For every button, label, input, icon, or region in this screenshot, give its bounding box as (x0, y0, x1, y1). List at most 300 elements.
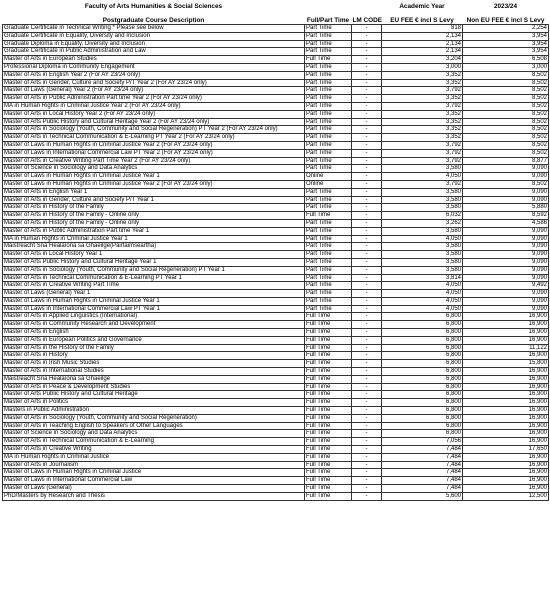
eu-fee: 3,580 (382, 266, 463, 274)
table-row (3, 243, 549, 251)
eu-fee: 3,352 (382, 71, 463, 79)
lm-code: - (352, 492, 382, 500)
table-row (3, 219, 549, 227)
attendance-mode: Full Time (305, 407, 352, 415)
course-description: Master of Arts in English (3, 329, 305, 337)
course-description: Master of Arts in Teaching English to Speakers of Other Languages (3, 422, 305, 430)
lm-code: - (352, 422, 382, 430)
non-eu-fee: 16,900 (463, 399, 549, 407)
lm-code: - (352, 485, 382, 493)
table-row (3, 274, 549, 282)
attendance-mode: Part Time (305, 95, 352, 103)
attendance-mode: Full Time (305, 438, 352, 446)
non-eu-fee: 8,502 (463, 79, 549, 87)
eu-fee: 3,792 (382, 87, 463, 95)
attendance-mode: Full Time (305, 477, 352, 485)
attendance-mode: Part Time (305, 196, 352, 204)
course-description: Master of Arts in Sociology (Youth, Community and Social Regeneration) (3, 414, 305, 422)
attendance-mode: Part Time (305, 227, 352, 235)
lm-code: - (352, 352, 382, 360)
eu-fee: 4,050 (382, 305, 463, 313)
non-eu-fee: 16,900 (463, 485, 549, 493)
course-description: Master of Arts in Technical Communication & E-Learning PT Year 1 (3, 274, 305, 282)
course-description: Master of Laws in International Commercial Law PT Year 1 (3, 305, 305, 313)
lm-code: - (352, 63, 382, 71)
course-description: Master of Arts Public History and Cultural Heritage Year 2 (For AY 23/24 only) (3, 118, 305, 126)
table-row (3, 204, 549, 212)
attendance-mode: Part Time (305, 251, 352, 259)
table-row (3, 227, 549, 235)
eu-fee: 3,814 (382, 274, 463, 282)
table-row (3, 344, 549, 352)
lm-code: - (352, 56, 382, 64)
lm-code: - (352, 40, 382, 48)
non-eu-fee: 8,502 (463, 87, 549, 95)
lm-code: - (352, 360, 382, 368)
attendance-mode: Part Time (305, 118, 352, 126)
table-row (3, 469, 549, 477)
attendance-mode: Full Time (305, 391, 352, 399)
course-description: Master of Arts in Community Research and Development (3, 321, 305, 329)
lm-code: - (352, 243, 382, 251)
eu-fee: 7,484 (382, 453, 463, 461)
eu-fee: 3,352 (382, 118, 463, 126)
table-row (3, 118, 549, 126)
non-eu-fee: 16,900 (463, 430, 549, 438)
course-description: Professional Diploma in Community Engagement (3, 63, 305, 71)
table-row (3, 71, 549, 79)
lm-code: - (352, 399, 382, 407)
attendance-mode: Part Time (305, 126, 352, 134)
col-header-eu-fee: EU FEE € incl S Levy (390, 16, 454, 24)
table-row (3, 110, 549, 118)
course-description: Master of Laws in Human Rights in Criminal Justice Year 2 (For AY 23/24 only) (3, 180, 305, 188)
table-row (3, 126, 549, 134)
eu-fee: 7,484 (382, 469, 463, 477)
lm-code: - (352, 110, 382, 118)
course-description: Máistreacht Sna Healaíona sa Ghaeilge (3, 375, 305, 383)
lm-code: - (352, 141, 382, 149)
course-description: Master of Arts in Local History Year 1 (3, 251, 305, 259)
attendance-mode: Full Time (305, 461, 352, 469)
course-description: Master of Laws in International Commercial Law (3, 477, 305, 485)
fee-sheet (2, 0, 548, 501)
eu-fee: 3,352 (382, 126, 463, 134)
eu-fee: 6,800 (382, 430, 463, 438)
table-row (3, 157, 549, 165)
table-row (3, 258, 549, 266)
non-eu-fee: 16,900 (463, 407, 549, 415)
lm-code: - (352, 329, 382, 337)
non-eu-fee: 9,090 (463, 258, 549, 266)
eu-fee: 6,800 (382, 344, 463, 352)
attendance-mode: Part Time (305, 188, 352, 196)
attendance-mode: Part Time (305, 204, 352, 212)
header-row-title (3, 2, 549, 12)
course-description: Master of Arts in English Year 1 (3, 188, 305, 196)
attendance-mode: Full Time (305, 399, 352, 407)
attendance-mode: Full Time (305, 485, 352, 493)
table-row (3, 188, 549, 196)
non-eu-fee: 8,502 (463, 71, 549, 79)
eu-fee: 6,800 (382, 414, 463, 422)
lm-code: - (352, 149, 382, 157)
course-description: Master of Arts in Public Administration Part time Year 2 (For AY 23/24 only) (3, 95, 305, 103)
lm-code: - (352, 258, 382, 266)
attendance-mode: Part Time (305, 305, 352, 313)
course-description: Master of Arts in International Studies (3, 368, 305, 376)
non-eu-fee: 3,000 (463, 63, 549, 71)
eu-fee: 2,134 (382, 48, 463, 56)
table-row (3, 25, 549, 33)
attendance-mode: Full Time (305, 430, 352, 438)
attendance-mode: Part Time (305, 243, 352, 251)
non-eu-fee: 8,877 (463, 157, 549, 165)
non-eu-fee: 4,586 (463, 219, 549, 227)
eu-fee: 6,800 (382, 313, 463, 321)
table-row (3, 352, 549, 360)
eu-fee: 6,800 (382, 422, 463, 430)
course-description: Master of Arts in the History of the Family (3, 344, 305, 352)
eu-fee: 4,050 (382, 173, 463, 181)
table-row (3, 251, 549, 259)
lm-code: - (352, 180, 382, 188)
eu-fee: 3,580 (382, 251, 463, 259)
course-description: Master of Arts in Creative Writing Part Time (3, 282, 305, 290)
non-eu-fee: 3,954 (463, 48, 549, 56)
non-eu-fee: 6,508 (463, 56, 549, 64)
eu-fee: 3,580 (382, 204, 463, 212)
non-eu-fee: 2,254 (463, 25, 549, 33)
lm-code: - (352, 165, 382, 173)
faculty-title: Faculty of Arts Humanities & Social Sciences (84, 3, 223, 10)
non-eu-fee: 16,900 (463, 477, 549, 485)
attendance-mode: Part Time (305, 40, 352, 48)
attendance-mode: Part Time (305, 258, 352, 266)
lm-code: - (352, 95, 382, 103)
course-description: Master of Arts Public History and Cultural Heritage (3, 391, 305, 399)
non-eu-fee: 9,090 (463, 235, 549, 243)
course-description: Master of Arts in English Year 2 (For AY 23/24 only) (3, 71, 305, 79)
course-description: Master of Science in Sociology and Data Analytics (3, 165, 305, 173)
table-row (3, 48, 549, 56)
non-eu-fee: 9,090 (463, 274, 549, 282)
table-row (3, 40, 549, 48)
eu-fee: 2,134 (382, 40, 463, 48)
eu-fee: 6,800 (382, 375, 463, 383)
eu-fee: 3,792 (382, 102, 463, 110)
non-eu-fee: 17,650 (463, 446, 549, 454)
attendance-mode: Part Time (305, 134, 352, 142)
table-row (3, 477, 549, 485)
course-description: Master of Arts in History of the Family - Online only (3, 219, 305, 227)
lm-code: - (352, 383, 382, 391)
non-eu-fee: 12,500 (463, 492, 549, 500)
eu-fee: 3,792 (382, 149, 463, 157)
table-row (3, 422, 549, 430)
lm-code: - (352, 235, 382, 243)
eu-fee: 6,800 (382, 321, 463, 329)
attendance-mode: Part Time (305, 87, 352, 95)
non-eu-fee: 9,090 (463, 290, 549, 298)
lm-code: - (352, 71, 382, 79)
table-row (3, 485, 549, 493)
non-eu-fee: 8,502 (463, 134, 549, 142)
non-eu-fee: 9,090 (463, 251, 549, 259)
non-eu-fee: 15,800 (463, 360, 549, 368)
lm-code: - (352, 196, 382, 204)
lm-code: - (352, 134, 382, 142)
eu-fee: 7,484 (382, 485, 463, 493)
table-row (3, 235, 549, 243)
academic-year-label: Academic Year (399, 3, 445, 10)
course-description: Master of Arts in History of the Family - Online only (3, 212, 305, 220)
table-row (3, 95, 549, 103)
non-eu-fee: 3,954 (463, 40, 549, 48)
course-description: Master of Arts in Applied Linguistics (International) (3, 313, 305, 321)
lm-code: - (352, 313, 382, 321)
attendance-mode: Full Time (305, 352, 352, 360)
col-header-description: Postgraduate Course Description (102, 16, 205, 24)
course-description: Master of Laws (General) Year 1 (3, 290, 305, 298)
lm-code: - (352, 173, 382, 181)
lm-code: - (352, 48, 382, 56)
table-row (3, 141, 549, 149)
eu-fee: 3,792 (382, 180, 463, 188)
lm-code: - (352, 79, 382, 87)
lm-code: - (352, 251, 382, 259)
course-description: Master of Arts in European Politics and Governance (3, 336, 305, 344)
course-description: Master of Laws in Human Rights in Criminal Justice (3, 469, 305, 477)
attendance-mode: Online (305, 173, 352, 181)
table-row (3, 383, 549, 391)
eu-fee: 7,484 (382, 461, 463, 469)
non-eu-fee: 16,900 (463, 438, 549, 446)
eu-fee: 5,600 (382, 492, 463, 500)
lm-code: - (352, 344, 382, 352)
attendance-mode: Part Time (305, 266, 352, 274)
table-row (3, 375, 549, 383)
table-row (3, 102, 549, 110)
eu-fee: 3,792 (382, 141, 463, 149)
attendance-mode: Part Time (305, 149, 352, 157)
attendance-mode: Full Time (305, 360, 352, 368)
course-description: Masters in Public Administration (3, 407, 305, 415)
lm-code: - (352, 477, 382, 485)
non-eu-fee: 8,502 (463, 180, 549, 188)
eu-fee: 4,050 (382, 290, 463, 298)
non-eu-fee: 8,592 (463, 212, 549, 220)
course-description: PhD/Masters by Research and Thesis (3, 492, 305, 500)
eu-fee: 4,050 (382, 297, 463, 305)
course-description: Master of Arts in Technical Communication & E-Learning (3, 438, 305, 446)
non-eu-fee: 16,900 (463, 461, 549, 469)
attendance-mode: Full Time (305, 344, 352, 352)
table-row (3, 297, 549, 305)
table-row (3, 453, 549, 461)
table-row (3, 313, 549, 321)
lm-code: - (352, 305, 382, 313)
course-description: Master of Arts in Irish Music Studies (3, 360, 305, 368)
course-description: Máistreacht Sna Healaíona sa Ghaeilge(Páirtaimseartha) (3, 243, 305, 251)
fee-table (2, 2, 549, 501)
non-eu-fee: 16,900 (463, 422, 549, 430)
table-row (3, 368, 549, 376)
lm-code: - (352, 430, 382, 438)
non-eu-fee: 9,090 (463, 227, 549, 235)
table-row (3, 196, 549, 204)
course-description: Graduate Certificate in Public Administration and Law (3, 48, 305, 56)
non-eu-fee: 16,900 (463, 375, 549, 383)
attendance-mode: Full Time (305, 321, 352, 329)
table-row (3, 32, 549, 40)
eu-fee: 6,800 (382, 352, 463, 360)
table-row (3, 321, 549, 329)
course-description: Master of Laws in Human Rights in Criminal Justice Year 1 (3, 173, 305, 181)
eu-fee: 7,056 (382, 438, 463, 446)
lm-code: - (352, 469, 382, 477)
table-row (3, 79, 549, 87)
course-description: Master of Laws in Human Rights in Criminal Justice Year 1 (3, 297, 305, 305)
course-description: Graduate Diploma in Equality, Diversity and Inclusion (3, 40, 305, 48)
non-eu-fee: 9,090 (463, 188, 549, 196)
eu-fee: 6,800 (382, 368, 463, 376)
non-eu-fee: 3,954 (463, 32, 549, 40)
table-row (3, 290, 549, 298)
attendance-mode: Part Time (305, 102, 352, 110)
attendance-mode: Online (305, 180, 352, 188)
non-eu-fee: 9,090 (463, 196, 549, 204)
lm-code: - (352, 188, 382, 196)
col-header-time: Full/Part Time (306, 16, 350, 24)
eu-fee: 2,134 (382, 32, 463, 40)
non-eu-fee: 16,900 (463, 383, 549, 391)
attendance-mode: Full Time (305, 469, 352, 477)
attendance-mode: Part Time (305, 71, 352, 79)
table-row (3, 305, 549, 313)
non-eu-fee: 16,900 (463, 313, 549, 321)
lm-code: - (352, 227, 382, 235)
non-eu-fee: 5,880 (463, 204, 549, 212)
non-eu-fee: 16,900 (463, 321, 549, 329)
attendance-mode: Part Time (305, 157, 352, 165)
lm-code: - (352, 297, 382, 305)
eu-fee: 3,352 (382, 110, 463, 118)
attendance-mode: Full Time (305, 383, 352, 391)
lm-code: - (352, 453, 382, 461)
course-description: Master of Science in Sociology and Data Analytics (3, 430, 305, 438)
table-row (3, 165, 549, 173)
col-header-non-eu-fee: Non EU FEE € incl S Levy (466, 16, 545, 24)
non-eu-fee: 16,900 (463, 352, 549, 360)
course-description: Master of Laws in Human Rights in Criminal Justice Year 2 (For AY 23/24 only) (3, 141, 305, 149)
attendance-mode: Part Time (305, 165, 352, 173)
course-description: MA in Human Rights in Criminal Justice Year 1 (3, 235, 305, 243)
table-row (3, 391, 549, 399)
eu-fee: 4,050 (382, 235, 463, 243)
lm-code: - (352, 461, 382, 469)
table-row (3, 414, 549, 422)
course-description: Graduate Certificate in Technical Writing * Please see below (3, 25, 305, 33)
course-description: Master of Arts in Creative Writing (3, 446, 305, 454)
table-row (3, 461, 549, 469)
eu-fee: 6,032 (382, 212, 463, 220)
attendance-mode: Part Time (305, 141, 352, 149)
non-eu-fee: 9,090 (463, 297, 549, 305)
table-row (3, 407, 549, 415)
eu-fee: 6,800 (382, 407, 463, 415)
attendance-mode: Full Time (305, 446, 352, 454)
table-row (3, 212, 549, 220)
non-eu-fee: 8,502 (463, 110, 549, 118)
eu-fee: 7,484 (382, 477, 463, 485)
course-description: MA in Human Rights in Criminal Justice (3, 453, 305, 461)
non-eu-fee: 9,090 (463, 243, 549, 251)
non-eu-fee: 16,900 (463, 414, 549, 422)
course-description: Master of Arts in Journalism (3, 461, 305, 469)
table-row (3, 492, 549, 500)
course-description: Master of Arts in History of the Family (3, 204, 305, 212)
fee-table-body (3, 2, 549, 500)
attendance-mode: Full Time (305, 368, 352, 376)
non-eu-fee: 8,502 (463, 141, 549, 149)
lm-code: - (352, 25, 382, 33)
non-eu-fee: 16,900 (463, 329, 549, 337)
non-eu-fee: 8,502 (463, 95, 549, 103)
course-description: Graduate Certificate in Equality, Diversity and Inclusion (3, 32, 305, 40)
course-description: Master of Arts in Local History Year 2 (For AY 23/24 only) (3, 110, 305, 118)
attendance-mode: Full Time (305, 212, 352, 220)
eu-fee: 6,800 (382, 336, 463, 344)
attendance-mode: Part Time (305, 48, 352, 56)
lm-code: - (352, 87, 382, 95)
table-row (3, 336, 549, 344)
table-row (3, 173, 549, 181)
table-row (3, 63, 549, 71)
lm-code: - (352, 438, 382, 446)
course-description: Master of Arts in Peace & Development Studies (3, 383, 305, 391)
attendance-mode: Part Time (305, 32, 352, 40)
eu-fee: 6,800 (382, 383, 463, 391)
course-description: Master of Arts Public History and Cultural Heritage Year 1 (3, 258, 305, 266)
course-description: Master of Arts in Politics (3, 399, 305, 407)
attendance-mode: Full Time (305, 422, 352, 430)
lm-code: - (352, 118, 382, 126)
lm-code: - (352, 274, 382, 282)
table-row (3, 149, 549, 157)
eu-fee: 3,000 (382, 63, 463, 71)
non-eu-fee: 16,900 (463, 368, 549, 376)
attendance-mode: Part Time (305, 290, 352, 298)
eu-fee: 3,262 (382, 219, 463, 227)
attendance-mode: Full Time (305, 313, 352, 321)
eu-fee: 6,800 (382, 399, 463, 407)
lm-code: - (352, 321, 382, 329)
course-description: Master of Arts in European Studies (3, 56, 305, 64)
attendance-mode: Full Time (305, 453, 352, 461)
lm-code: - (352, 290, 382, 298)
eu-fee: 3,792 (382, 157, 463, 165)
lm-code: - (352, 212, 382, 220)
table-row (3, 430, 549, 438)
lm-code: - (352, 414, 382, 422)
lm-code: - (352, 391, 382, 399)
lm-code: - (352, 368, 382, 376)
non-eu-fee: 9,090 (463, 173, 549, 181)
lm-code: - (352, 102, 382, 110)
attendance-mode: Part Time (305, 219, 352, 227)
non-eu-fee: 9,492 (463, 282, 549, 290)
